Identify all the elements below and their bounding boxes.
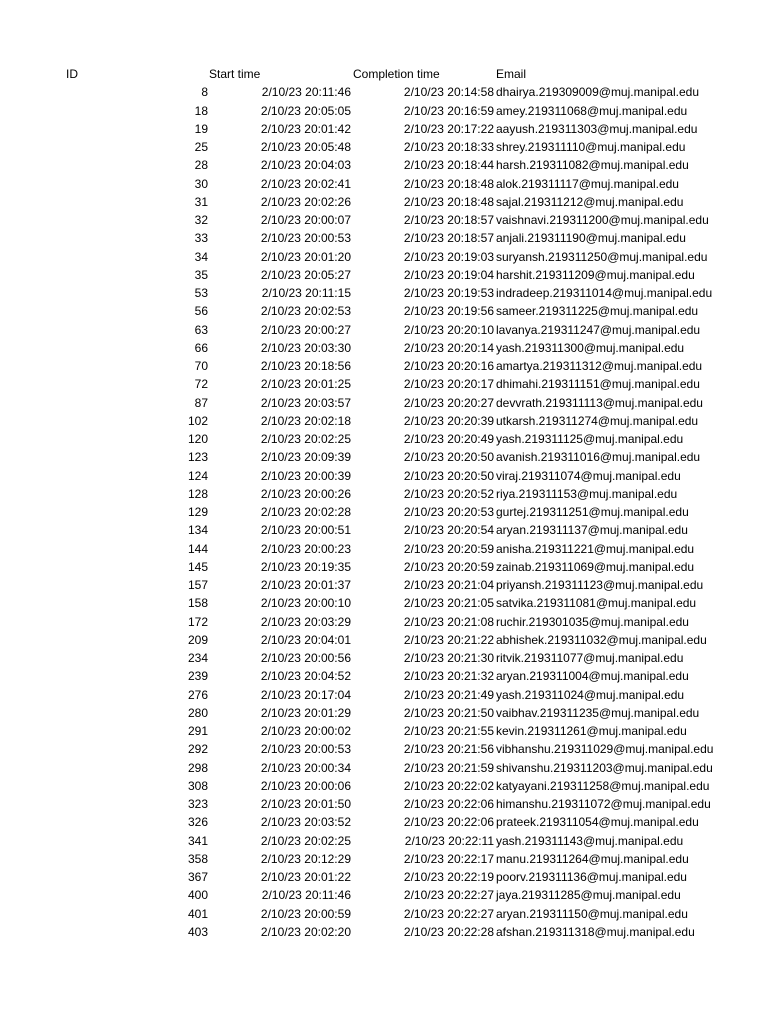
cell-id: 30 — [194, 176, 208, 191]
cell-email: prateek.219311054@muj.manipal.edu — [496, 815, 699, 830]
cell-email: priyansh.219311123@muj.manipal.edu — [496, 578, 704, 592]
cell-start-time: 2/10/23 20:04:01 — [260, 632, 351, 647]
table-row — [0, 339, 768, 357]
cell-completion-time: 2/10/23 20:17:22 — [403, 121, 494, 136]
table-row — [0, 175, 768, 193]
cell-start-time: 2/10/23 20:00:07 — [260, 213, 351, 227]
cell-email: shivanshu.219311203@muj.manipal.edu — [496, 760, 713, 775]
cell-start-time: 2/10/23 20:04:52 — [260, 669, 351, 684]
header-start-time: Start time — [209, 67, 261, 81]
cell-email: utkarsh.219311274@muj.manipal.edu — [496, 413, 699, 428]
table-row — [0, 740, 768, 758]
cell-start-time: 2/10/23 20:05:48 — [260, 140, 351, 154]
table-row — [0, 613, 768, 631]
cell-start-time: 2/10/23 20:01:37 — [260, 578, 351, 592]
cell-start-time: 2/10/23 20:01:42 — [260, 121, 351, 136]
table-row — [0, 631, 768, 649]
cell-completion-time: 2/10/23 20:20:49 — [403, 432, 494, 446]
cell-start-time: 2/10/23 20:00:10 — [260, 596, 351, 611]
cell-id: 323 — [187, 797, 208, 811]
cell-completion-time: 2/10/23 20:20:14 — [403, 340, 494, 355]
cell-start-time: 2/10/23 20:02:26 — [260, 194, 351, 209]
cell-start-time: 2/10/23 20:00:23 — [260, 541, 351, 556]
table-row — [0, 375, 768, 393]
cell-start-time: 2/10/23 20:03:29 — [260, 614, 351, 629]
cell-completion-time: 2/10/23 20:21:50 — [403, 705, 494, 720]
table-row — [0, 649, 768, 667]
cell-completion-time: 2/10/23 20:21:30 — [403, 651, 494, 665]
cell-start-time: 2/10/23 20:02:28 — [260, 505, 351, 519]
cell-completion-time: 2/10/23 20:20:54 — [403, 523, 494, 538]
cell-email: sajal.219311212@muj.manipal.edu — [496, 194, 684, 209]
cell-email: aryan.219311137@muj.manipal.edu — [496, 523, 688, 538]
table-row — [0, 302, 768, 320]
data-rows — [0, 83, 768, 941]
cell-email: kevin.219311261@muj.manipal.edu — [496, 724, 687, 738]
cell-completion-time: 2/10/23 20:16:59 — [403, 103, 494, 118]
cell-completion-time: 2/10/23 20:20:53 — [403, 505, 494, 519]
cell-completion-time: 2/10/23 20:18:33 — [403, 140, 494, 154]
cell-email: katyayani.219311258@muj.manipal.edu — [496, 778, 710, 793]
cell-email: indradeep.219311014@muj.manipal.edu — [496, 286, 713, 300]
cell-email: harsh.219311082@muj.manipal.edu — [496, 158, 689, 173]
cell-id: 35 — [194, 267, 208, 282]
cell-start-time: 2/10/23 20:00:53 — [260, 231, 351, 246]
cell-id: 18 — [194, 103, 208, 118]
table-row — [0, 467, 768, 485]
cell-email: vibhanshu.219311029@muj.manipal.edu — [496, 742, 714, 757]
cell-completion-time: 2/10/23 20:21:08 — [403, 614, 494, 629]
table-row — [0, 193, 768, 211]
cell-email: vaishnavi.219311200@muj.manipal.edu — [496, 213, 709, 227]
cell-start-time: 2/10/23 20:02:18 — [260, 413, 351, 428]
cell-email: aayush.219311303@muj.manipal.edu — [496, 121, 698, 136]
cell-id: 8 — [201, 85, 208, 100]
cell-id: 28 — [194, 158, 208, 173]
cell-email: yash.219311143@muj.manipal.edu — [496, 833, 684, 848]
header-email: Email — [496, 67, 527, 81]
cell-id: 70 — [194, 359, 208, 373]
cell-start-time: 2/10/23 20:02:41 — [260, 176, 351, 191]
cell-start-time: 2/10/23 20:09:39 — [260, 450, 351, 465]
cell-start-time: 2/10/23 20:18:56 — [260, 359, 351, 373]
cell-start-time: 2/10/23 20:11:46 — [261, 888, 351, 903]
cell-start-time: 2/10/23 20:11:15 — [261, 286, 351, 300]
table-row — [0, 540, 768, 558]
cell-email: avanish.219311016@muj.manipal.edu — [496, 450, 701, 465]
cell-completion-time: 2/10/23 20:20:50 — [403, 468, 494, 483]
cell-start-time: 2/10/23 20:01:29 — [260, 705, 351, 720]
cell-email: devvrath.219311113@muj.manipal.edu — [496, 395, 703, 410]
cell-completion-time: 2/10/23 20:19:04 — [403, 267, 494, 282]
cell-id: 31 — [194, 194, 208, 209]
cell-id: 63 — [194, 322, 208, 337]
table-row — [0, 576, 768, 594]
cell-id: 298 — [187, 760, 208, 775]
cell-completion-time: 2/10/23 20:22:19 — [403, 870, 494, 884]
cell-start-time: 2/10/23 20:00:39 — [260, 468, 351, 483]
cell-email: jaya.219311285@muj.manipal.edu — [496, 888, 681, 903]
cell-start-time: 2/10/23 20:00:59 — [260, 906, 351, 921]
table-row — [0, 832, 768, 850]
table-row — [0, 284, 768, 302]
cell-id: 401 — [187, 906, 208, 921]
cell-id: 145 — [187, 559, 208, 574]
table-row — [0, 120, 768, 138]
cell-email: ruchir.219301035@muj.manipal.edu — [496, 614, 689, 629]
cell-id: 400 — [187, 888, 208, 903]
table-row — [0, 430, 768, 448]
cell-id: 129 — [187, 505, 208, 519]
cell-start-time: 2/10/23 20:05:27 — [260, 267, 351, 282]
cell-completion-time: 2/10/23 20:20:10 — [403, 322, 494, 337]
cell-completion-time: 2/10/23 20:21:55 — [403, 724, 494, 738]
cell-start-time: 2/10/23 20:01:20 — [260, 249, 351, 264]
cell-start-time: 2/10/23 20:17:04 — [260, 687, 351, 702]
cell-id: 276 — [187, 687, 208, 702]
cell-completion-time: 2/10/23 20:20:39 — [403, 413, 494, 428]
cell-email: shrey.219311110@muj.manipal.edu — [496, 140, 686, 154]
header-id: ID — [66, 67, 78, 81]
cell-completion-time: 2/10/23 20:22:06 — [403, 797, 494, 811]
table-row — [0, 923, 768, 941]
header-completion-time: Completion time — [353, 67, 440, 81]
table-row — [0, 594, 768, 612]
table-row — [0, 886, 768, 904]
cell-id: 34 — [194, 249, 208, 264]
cell-completion-time: 2/10/23 20:19:56 — [403, 304, 494, 319]
cell-completion-time: 2/10/23 20:20:27 — [403, 395, 494, 410]
table-row — [0, 211, 768, 229]
table-row — [0, 266, 768, 284]
cell-start-time: 2/10/23 20:01:50 — [260, 797, 351, 811]
cell-email: harshit.219311209@muj.manipal.edu — [496, 267, 695, 282]
cell-completion-time: 2/10/23 20:22:02 — [403, 778, 494, 793]
cell-id: 66 — [194, 340, 208, 355]
table-row — [0, 686, 768, 704]
table-row — [0, 868, 768, 886]
cell-start-time: 2/10/23 20:01:25 — [260, 377, 351, 392]
table-row — [0, 102, 768, 120]
cell-completion-time: 2/10/23 20:20:59 — [403, 559, 494, 574]
cell-email: dhairya.219309009@muj.manipal.edu — [496, 85, 699, 100]
cell-completion-time: 2/10/23 20:22:17 — [403, 851, 494, 866]
cell-id: 124 — [187, 468, 208, 483]
cell-id: 72 — [194, 377, 208, 392]
cell-id: 367 — [187, 870, 208, 884]
cell-id: 56 — [194, 304, 208, 319]
cell-start-time: 2/10/23 20:00:06 — [260, 778, 351, 793]
table-row — [0, 777, 768, 795]
table-row — [0, 83, 768, 101]
cell-email: yash.219311125@muj.manipal.edu — [496, 432, 684, 446]
table-row — [0, 248, 768, 266]
cell-email: vaibhav.219311235@muj.manipal.edu — [496, 705, 700, 720]
cell-start-time: 2/10/23 20:11:46 — [261, 85, 351, 100]
cell-email: poorv.219311136@muj.manipal.edu — [496, 870, 687, 884]
cell-completion-time: 2/10/23 20:21:04 — [403, 578, 494, 592]
cell-completion-time: 2/10/23 20:14:58 — [403, 85, 494, 100]
cell-completion-time: 2/10/23 20:22:11 — [404, 833, 494, 848]
cell-start-time: 2/10/23 20:00:02 — [260, 724, 351, 738]
table-row — [0, 229, 768, 247]
cell-completion-time: 2/10/23 20:18:57 — [403, 231, 494, 246]
cell-email: satvika.219311081@muj.manipal.edu — [496, 596, 697, 611]
cell-start-time: 2/10/23 20:00:27 — [260, 322, 351, 337]
cell-completion-time: 2/10/23 20:19:03 — [403, 249, 494, 264]
cell-id: 326 — [187, 815, 208, 830]
cell-start-time: 2/10/23 20:00:56 — [260, 651, 351, 665]
cell-start-time: 2/10/23 20:19:35 — [260, 559, 351, 574]
cell-id: 209 — [187, 632, 208, 647]
table-row — [0, 850, 768, 868]
cell-id: 341 — [187, 833, 208, 848]
cell-email: alok.219311117@muj.manipal.edu — [496, 176, 679, 191]
cell-completion-time: 2/10/23 20:20:17 — [403, 377, 494, 392]
table-row — [0, 813, 768, 831]
cell-completion-time: 2/10/23 20:20:16 — [403, 359, 494, 373]
cell-id: 53 — [194, 286, 208, 300]
cell-email: anjali.219311190@muj.manipal.edu — [496, 231, 686, 246]
table-row — [0, 558, 768, 576]
cell-email: yash.219311300@muj.manipal.edu — [496, 340, 685, 355]
cell-completion-time: 2/10/23 20:19:53 — [403, 286, 494, 300]
cell-id: 239 — [187, 669, 208, 684]
cell-start-time: 2/10/23 20:05:05 — [260, 103, 351, 118]
cell-start-time: 2/10/23 20:03:57 — [260, 395, 351, 410]
table-row — [0, 138, 768, 156]
cell-id: 308 — [187, 778, 208, 793]
cell-id: 87 — [194, 395, 208, 410]
cell-email: riya.219311153@muj.manipal.edu — [496, 486, 678, 501]
cell-id: 128 — [187, 486, 208, 501]
cell-email: aryan.219311150@muj.manipal.edu — [496, 906, 688, 921]
cell-email: dhimahi.219311151@muj.manipal.edu — [496, 377, 700, 392]
cell-id: 102 — [187, 413, 208, 428]
cell-completion-time: 2/10/23 20:21:49 — [403, 687, 494, 702]
table-row — [0, 448, 768, 466]
cell-completion-time: 2/10/23 20:22:27 — [403, 906, 494, 921]
cell-id: 403 — [187, 924, 208, 939]
cell-completion-time: 2/10/23 20:21:59 — [403, 760, 494, 775]
cell-completion-time: 2/10/23 20:18:48 — [403, 194, 494, 209]
cell-completion-time: 2/10/23 20:21:05 — [403, 596, 494, 611]
cell-email: manu.219311264@muj.manipal.edu — [496, 851, 689, 866]
cell-start-time: 2/10/23 20:12:29 — [260, 851, 351, 866]
cell-id: 134 — [187, 523, 208, 538]
cell-completion-time: 2/10/23 20:22:06 — [403, 815, 494, 830]
cell-id: 234 — [187, 651, 208, 665]
cell-email: zainab.219311069@muj.manipal.edu — [496, 559, 695, 574]
table-row — [0, 503, 768, 521]
cell-id: 292 — [187, 742, 208, 757]
cell-email: suryansh.219311250@muj.manipal.edu — [496, 249, 708, 264]
cell-email: yash.219311024@muj.manipal.edu — [496, 687, 685, 702]
cell-email: abhishek.219311032@muj.manipal.edu — [496, 632, 707, 647]
cell-id: 172 — [187, 614, 208, 629]
cell-id: 144 — [187, 541, 208, 556]
cell-start-time: 2/10/23 20:02:53 — [260, 304, 351, 319]
cell-completion-time: 2/10/23 20:20:59 — [403, 541, 494, 556]
table-row — [0, 156, 768, 174]
cell-id: 358 — [187, 851, 208, 866]
table-row — [0, 704, 768, 722]
cell-email: lavanya.219311247@muj.manipal.edu — [496, 322, 701, 337]
cell-id: 291 — [187, 724, 208, 738]
cell-completion-time: 2/10/23 20:20:50 — [403, 450, 494, 465]
cell-completion-time: 2/10/23 20:21:56 — [403, 742, 494, 757]
cell-start-time: 2/10/23 20:03:30 — [260, 340, 351, 355]
cell-start-time: 2/10/23 20:00:51 — [260, 523, 351, 538]
cell-email: ritvik.219311077@muj.manipal.edu — [496, 651, 684, 665]
cell-start-time: 2/10/23 20:02:20 — [260, 924, 351, 939]
cell-email: viraj.219311074@muj.manipal.edu — [496, 468, 681, 483]
cell-completion-time: 2/10/23 20:21:22 — [403, 632, 494, 647]
cell-email: sameer.219311225@muj.manipal.edu — [496, 304, 699, 319]
cell-email: amey.219311068@muj.manipal.edu — [496, 103, 688, 118]
cell-completion-time: 2/10/23 20:21:32 — [403, 669, 494, 684]
table-row — [0, 759, 768, 777]
table-row — [0, 357, 768, 375]
cell-email: afshan.219311318@muj.manipal.edu — [496, 924, 695, 939]
table-row — [0, 485, 768, 503]
cell-email: aryan.219311004@muj.manipal.edu — [496, 669, 689, 684]
table-row — [0, 521, 768, 539]
cell-start-time: 2/10/23 20:03:52 — [260, 815, 351, 830]
cell-id: 158 — [187, 596, 208, 611]
cell-start-time: 2/10/23 20:02:25 — [260, 833, 351, 848]
cell-id: 123 — [187, 450, 208, 465]
cell-id: 19 — [194, 121, 208, 136]
cell-id: 157 — [187, 578, 208, 592]
cell-id: 33 — [194, 231, 208, 246]
cell-start-time: 2/10/23 20:00:34 — [260, 760, 351, 775]
spreadsheet-page — [0, 65, 768, 941]
cell-email: gurtej.219311251@muj.manipal.edu — [496, 505, 689, 519]
table-row — [0, 412, 768, 430]
cell-email: anisha.219311221@muj.manipal.edu — [496, 541, 695, 556]
cell-completion-time: 2/10/23 20:18:48 — [403, 176, 494, 191]
cell-start-time: 2/10/23 20:00:53 — [260, 742, 351, 757]
cell-start-time: 2/10/23 20:00:26 — [260, 486, 351, 501]
cell-start-time: 2/10/23 20:01:22 — [260, 870, 351, 884]
cell-email: amartya.219311312@muj.manipal.edu — [496, 359, 703, 373]
cell-start-time: 2/10/23 20:02:25 — [260, 432, 351, 446]
cell-id: 120 — [187, 432, 208, 446]
table-row — [0, 321, 768, 339]
cell-completion-time: 2/10/23 20:18:44 — [403, 158, 494, 173]
table-row — [0, 795, 768, 813]
cell-completion-time: 2/10/23 20:20:52 — [403, 486, 494, 501]
table-row — [0, 667, 768, 685]
header-row — [0, 65, 768, 83]
cell-id: 280 — [187, 705, 208, 720]
table-row — [0, 722, 768, 740]
cell-completion-time: 2/10/23 20:18:57 — [403, 213, 494, 227]
cell-id: 32 — [194, 213, 208, 227]
cell-start-time: 2/10/23 20:04:03 — [260, 158, 351, 173]
cell-id: 25 — [194, 140, 208, 154]
table-row — [0, 905, 768, 923]
table-row — [0, 394, 768, 412]
cell-completion-time: 2/10/23 20:22:28 — [403, 924, 494, 939]
cell-email: himanshu.219311072@muj.manipal.edu — [496, 797, 711, 811]
cell-completion-time: 2/10/23 20:22:27 — [403, 888, 494, 903]
